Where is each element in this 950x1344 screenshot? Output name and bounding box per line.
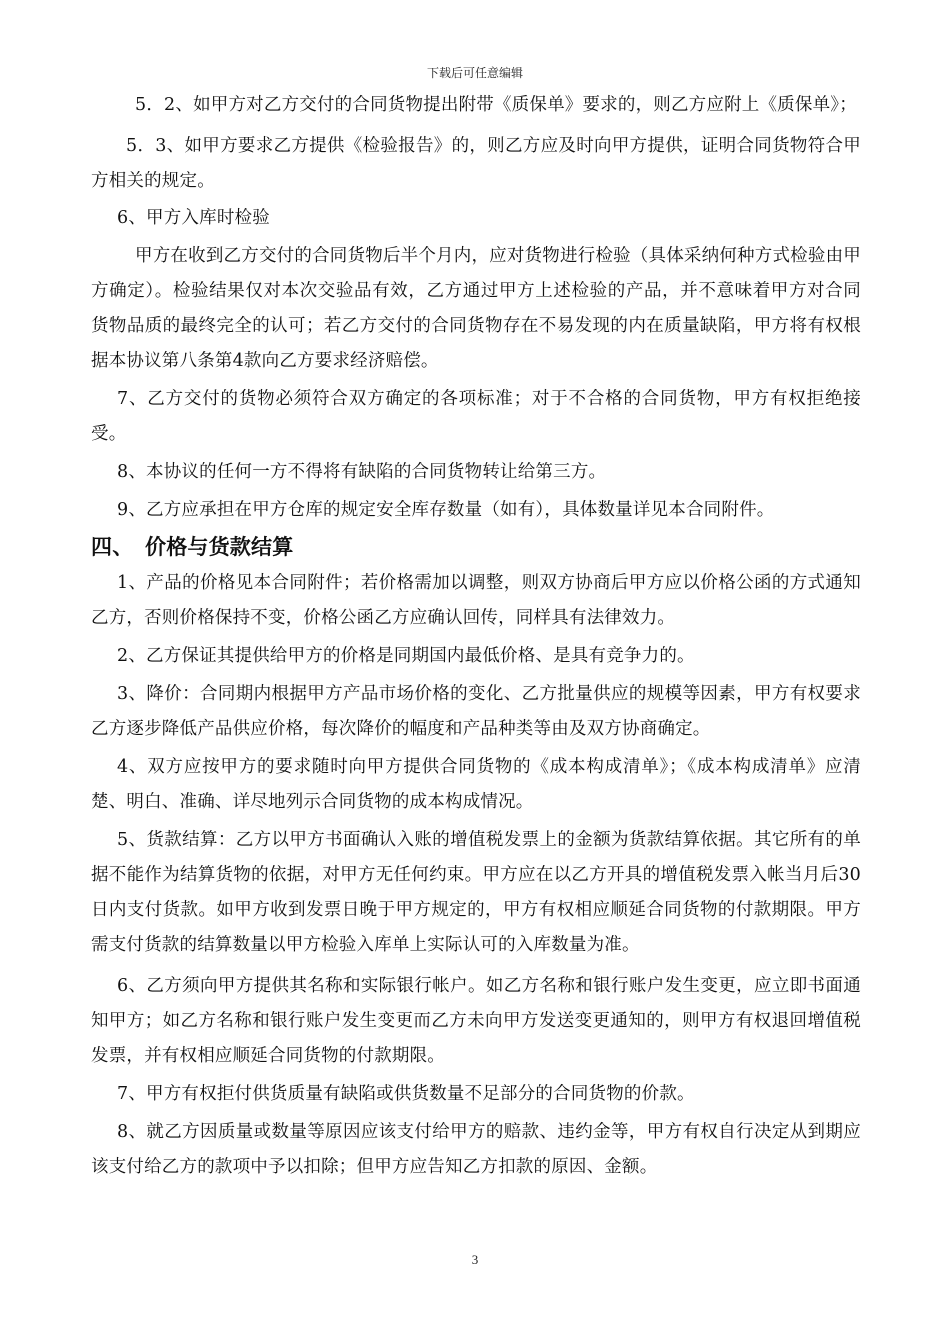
clause-8: 8、本协议的任何一方不得将有缺陷的合同货物转让给第三方。 (117, 462, 607, 482)
price-clause-7: 7、甲方有权拒付供货质量有缺陷或供货数量不足部分的合同货物的价款。 (117, 1084, 695, 1104)
clause-7: 7、乙方交付的货物必须符合双方确定的各项标准；对于不合格的合同货物，甲方有权拒绝接受。 (91, 389, 861, 444)
clause-6-body: 甲方在收到乙方交付的合同货物后半个月内，应对货物进行检验（具体采纳何种方式检验由甲方确定）。检验结果仅对本次交验品有效，乙方通过甲方上述检验的产品，并不意味着甲方对合同货物品质的最终完全的认可；若乙方交付的合同货物存在不易发现的内在质量缺陷，甲方将有权根据本协议第八条第4款向乙方要求经济赔偿。 (91, 246, 861, 371)
document-body (91, 88, 861, 1185)
clause-5-3: 5．3、如甲方要求乙方提供《检验报告》的，则乙方应及时向甲方提供，证明合同货物符合甲方相关的规定。 (91, 136, 861, 191)
clause-9: 9、乙方应承担在甲方仓库的规定安全库存数量（如有），具体数量详见本合同附件。 (117, 500, 775, 520)
price-clause-1: 1、产品的价格见本合同附件；若价格需加以调整，则双方协商后甲方应以价格公函的方式通知乙方，否则价格保持不变，价格公函乙方应确认回传，同样具有法律效力。 (91, 573, 861, 628)
price-clause-6: 6、乙方须向甲方提供其名称和实际银行帐户。如乙方名称和银行账户发生变更，应立即书面通知甲方；如乙方名称和银行账户发生变更而乙方未向甲方发送变更通知的，则甲方有权退回增值税发票，并有权相应顺延合同货物的付款期限。 (91, 976, 861, 1066)
price-clause-8: 8、就乙方因质量或数量等原因应该支付给甲方的赔款、违约金等，甲方有权自行决定从到期应该支付给乙方的款项中予以扣除；但甲方应告知乙方扣款的原因、金额。 (91, 1122, 861, 1177)
section-number: 四、 (91, 535, 134, 559)
price-clause-4: 4、双方应按甲方的要求随时向甲方提供合同货物的《成本构成清单》；《成本构成清单》应清楚、明白、准确、详尽地列示合同货物的成本构成情况。 (91, 757, 861, 812)
section-title: 价格与货款结算 (145, 535, 294, 559)
price-clause-5: 5、货款结算：乙方以甲方书面确认入账的增值税发票上的金额为货款结算依据。其它所有的单据不能作为结算货物的依据，对甲方无任何约束。甲方应在以乙方开具的增值税发票入帐当月后30日内支付货款。如甲方收到发票日晚于甲方规定的，甲方有权相应顺延合同货物的付款期限。甲方需支付货款的结算数量以甲方检验入库单上实际认可的入库数量为准。 (91, 830, 861, 955)
price-clause-2: 2、乙方保证其提供给甲方的价格是同期国内最低价格、是具有竞争力的。 (117, 646, 695, 666)
clause-6-title: 6、甲方入库时检验 (117, 208, 270, 228)
header-note: 下载后可任意编辑 (426, 66, 523, 80)
price-clause-3: 3、降价：合同期内根据甲方产品市场价格的变化、乙方批量供应的规模等因素，甲方有权要求乙方逐步降低产品供应价格，每次降价的幅度和产品种类等由及双方协商确定。 (91, 684, 861, 739)
page-number: 3 (471, 1252, 479, 1267)
section-heading (91, 528, 861, 566)
clause-5-2: 5．2、如甲方对乙方交付的合同货物提出附带《质保单》要求的，则乙方应附上《质保单》； (135, 95, 857, 115)
